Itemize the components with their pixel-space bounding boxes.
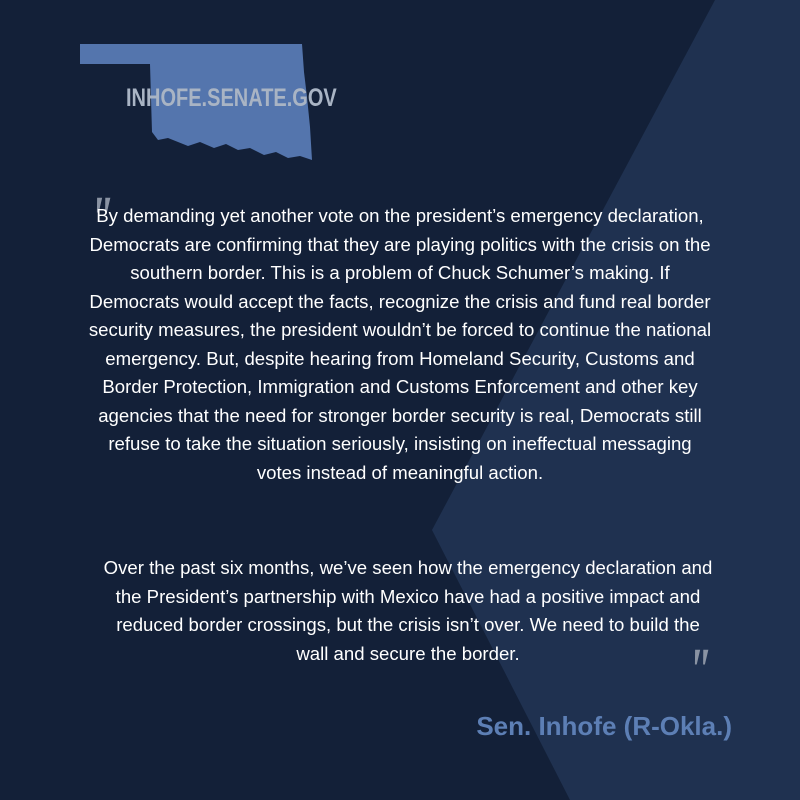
quote-attribution: Sen. Inhofe (R-Okla.) (476, 711, 732, 741)
website-logo-text: INHOFE.SENATE.GOV (126, 84, 337, 112)
quote-paragraph-2: Over the past six months, we’ve seen how the emergency declaration and the President’s partnership with Mexico have had a positive impact and reduced border crossings, but the crisis isn’t over. We need to build the wall and secure the border. (103, 557, 713, 664)
close-quote-mark: " (687, 637, 712, 705)
open-quote-mark: " (89, 185, 114, 253)
quote-paragraph-1: By demanding yet another vote on the president’s emergency declaration, Democrats are confirming that they are playing politics with the crisis on the southern border. This is a problem of Chuck Schumer’s making. If Democrats would accept the facts, recognize the crisis and fund real border security measures, the president wouldn’t be forced to continue the national emergency. But, despite hearing from Homeland Security, Customs and Border Protection, Immigration and Customs Enforcement and other key agencies that the need for stronger border security is real, Democrats still refuse to take the situation seriously, insisting on ineffectual messaging votes instead of meaningful action. (88, 205, 712, 483)
